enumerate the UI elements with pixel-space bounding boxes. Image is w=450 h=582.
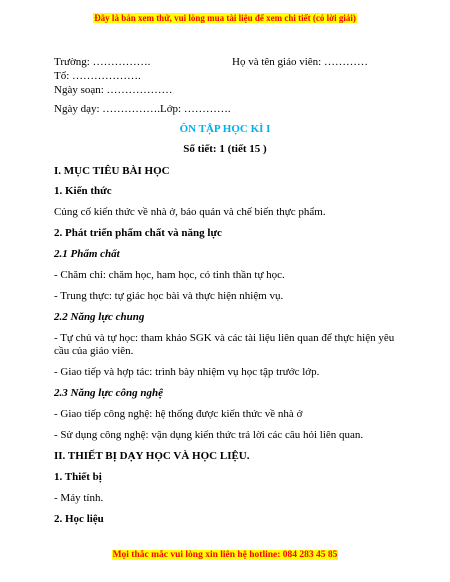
devices-text: - Máy tính. (54, 492, 104, 504)
preview-banner (0, 8, 450, 26)
preview-banner-text: Đây là bản xem thử, vui lòng mua tài liệu để xem chi tiết (có lời giải) (94, 13, 356, 23)
heading-devices: 1. Thiết bị (54, 471, 102, 483)
competence-communication: - Giao tiếp và hợp tác: trình bày nhiệm vụ học tập trước lớp. (54, 366, 320, 378)
lesson-title: ÔN TẬP HỌC KÌ I (179, 123, 271, 135)
competence-self-study: - Tự chủ và tự học: tham khảo SGK và các tài liệu liên quan để thực hiện yêu cầu của giáo viên. (54, 332, 395, 357)
heading-development: 2. Phát triển phẩm chất và năng lực (54, 227, 222, 239)
hotline-footer (0, 544, 450, 562)
knowledge-text: Củng cố kiến thức về nhà ở, bảo quản và chế biến thực phẩm. (54, 206, 326, 218)
hotline-footer-text: Mọi thắc mắc vui lòng xin liên hệ hotline: 084 283 45 85 (112, 550, 338, 560)
tech-communication: - Giao tiếp công nghệ: hệ thống được kiến thức về nhà ở (54, 408, 303, 420)
group-field: Tổ: ………………. (54, 70, 141, 82)
qualities-diligence: - Chăm chỉ: chăm học, ham học, có tinh thần tự học. (54, 269, 285, 281)
periods: Số tiết: 1 (tiết 15 ) (183, 143, 267, 155)
heading-tech-competence: 2.3 Năng lực công nghệ (54, 387, 163, 399)
prep-date-field: Ngày soạn: ……………… (54, 84, 173, 96)
qualities-honesty: - Trung thực: tự giác học bài và thực hiện nhiệm vụ. (54, 290, 284, 302)
section-objectives: I. MỤC TIÊU BÀI HỌC (54, 165, 170, 177)
heading-knowledge: 1. Kiến thức (54, 185, 112, 197)
section-equipment: II. THIẾT BỊ DẠY HỌC VÀ HỌC LIỆU. (54, 450, 250, 462)
tech-usage: - Sử dụng công nghệ: vận dụng kiến thức trả lời các câu hỏi liên quan. (54, 429, 364, 441)
heading-qualities: 2.1 Phẩm chất (54, 248, 120, 260)
school-field: Trường: ……………. (54, 56, 151, 68)
heading-general-competence: 2.2 Năng lực chung (54, 311, 145, 323)
teach-date-field: Ngày dạy: …………….Lớp: …………. (54, 103, 231, 115)
heading-materials: 2. Học liệu (54, 513, 104, 525)
teacher-field: Họ và tên giáo viên: ………… (232, 56, 368, 68)
